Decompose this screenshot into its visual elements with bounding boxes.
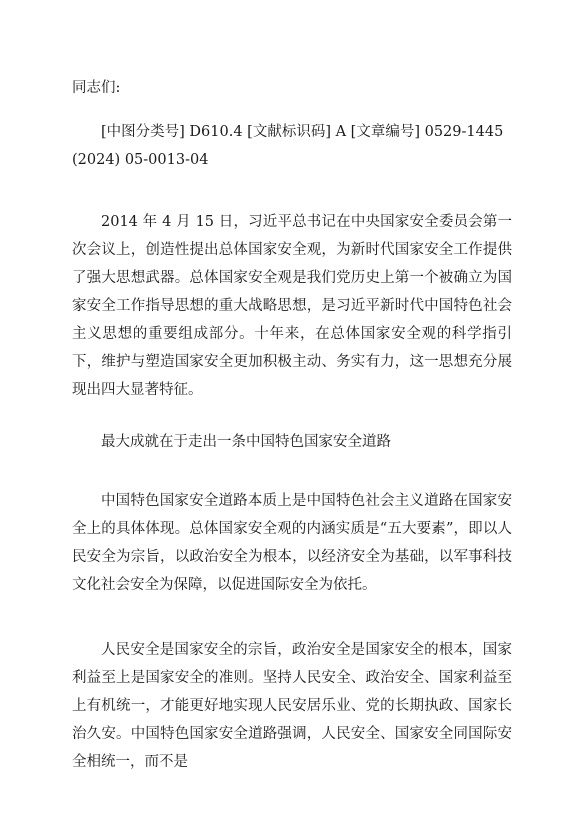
body-paragraph-2: 人民安全是国家安全的宗旨，政治安全是国家安全的根本，国家利益至上是国家安全的准则。坚持人民安全、政治安全、国家利益至上有机统一，才能更好地实现人民安居乐业、党的长期执政、国家长治久安。中国特色国家安全道路强调，人民安全、国家安全同国际安全相统一，而不是: [72, 642, 512, 770]
section-heading: 最大成就在于走出一条中国特色国家安全道路: [101, 434, 391, 450]
salutation: 同志们:: [72, 80, 121, 96]
intro-paragraph: 2014 年 4 月 15 日，习近平总书记在中央国家安全委员会第一次会议上，创造性提出总体国家安全观，为新时代国家安全工作提供了强大思想武器。总体国家安全观是我们党历史上第一个被确立为国家安全工作指导思想的重大战略思想，是习近平新时代中国特色社会主义思想的重要组成部分。十年来，在总体国家安全观的科学指引下，维护与塑造国家安全更加积极主动、务实有力，这一思想充分展现出四大显著特征。: [72, 214, 512, 398]
classification-metadata: [中图分类号] D610.4 [文献标识码] A [文章编号] 0529-1445 (2024) 05-0013-04: [72, 124, 504, 168]
body-paragraph-1: 中国特色国家安全道路本质上是中国特色社会主义道路在国家安全上的具体体现。总体国家安全观的内涵实质是“五大要素”，即以人民安全为宗旨，以政治安全为根本，以经济安全为基础，以军事科技文化社会安全为保障，以促进国际安全为依托。: [72, 493, 512, 593]
